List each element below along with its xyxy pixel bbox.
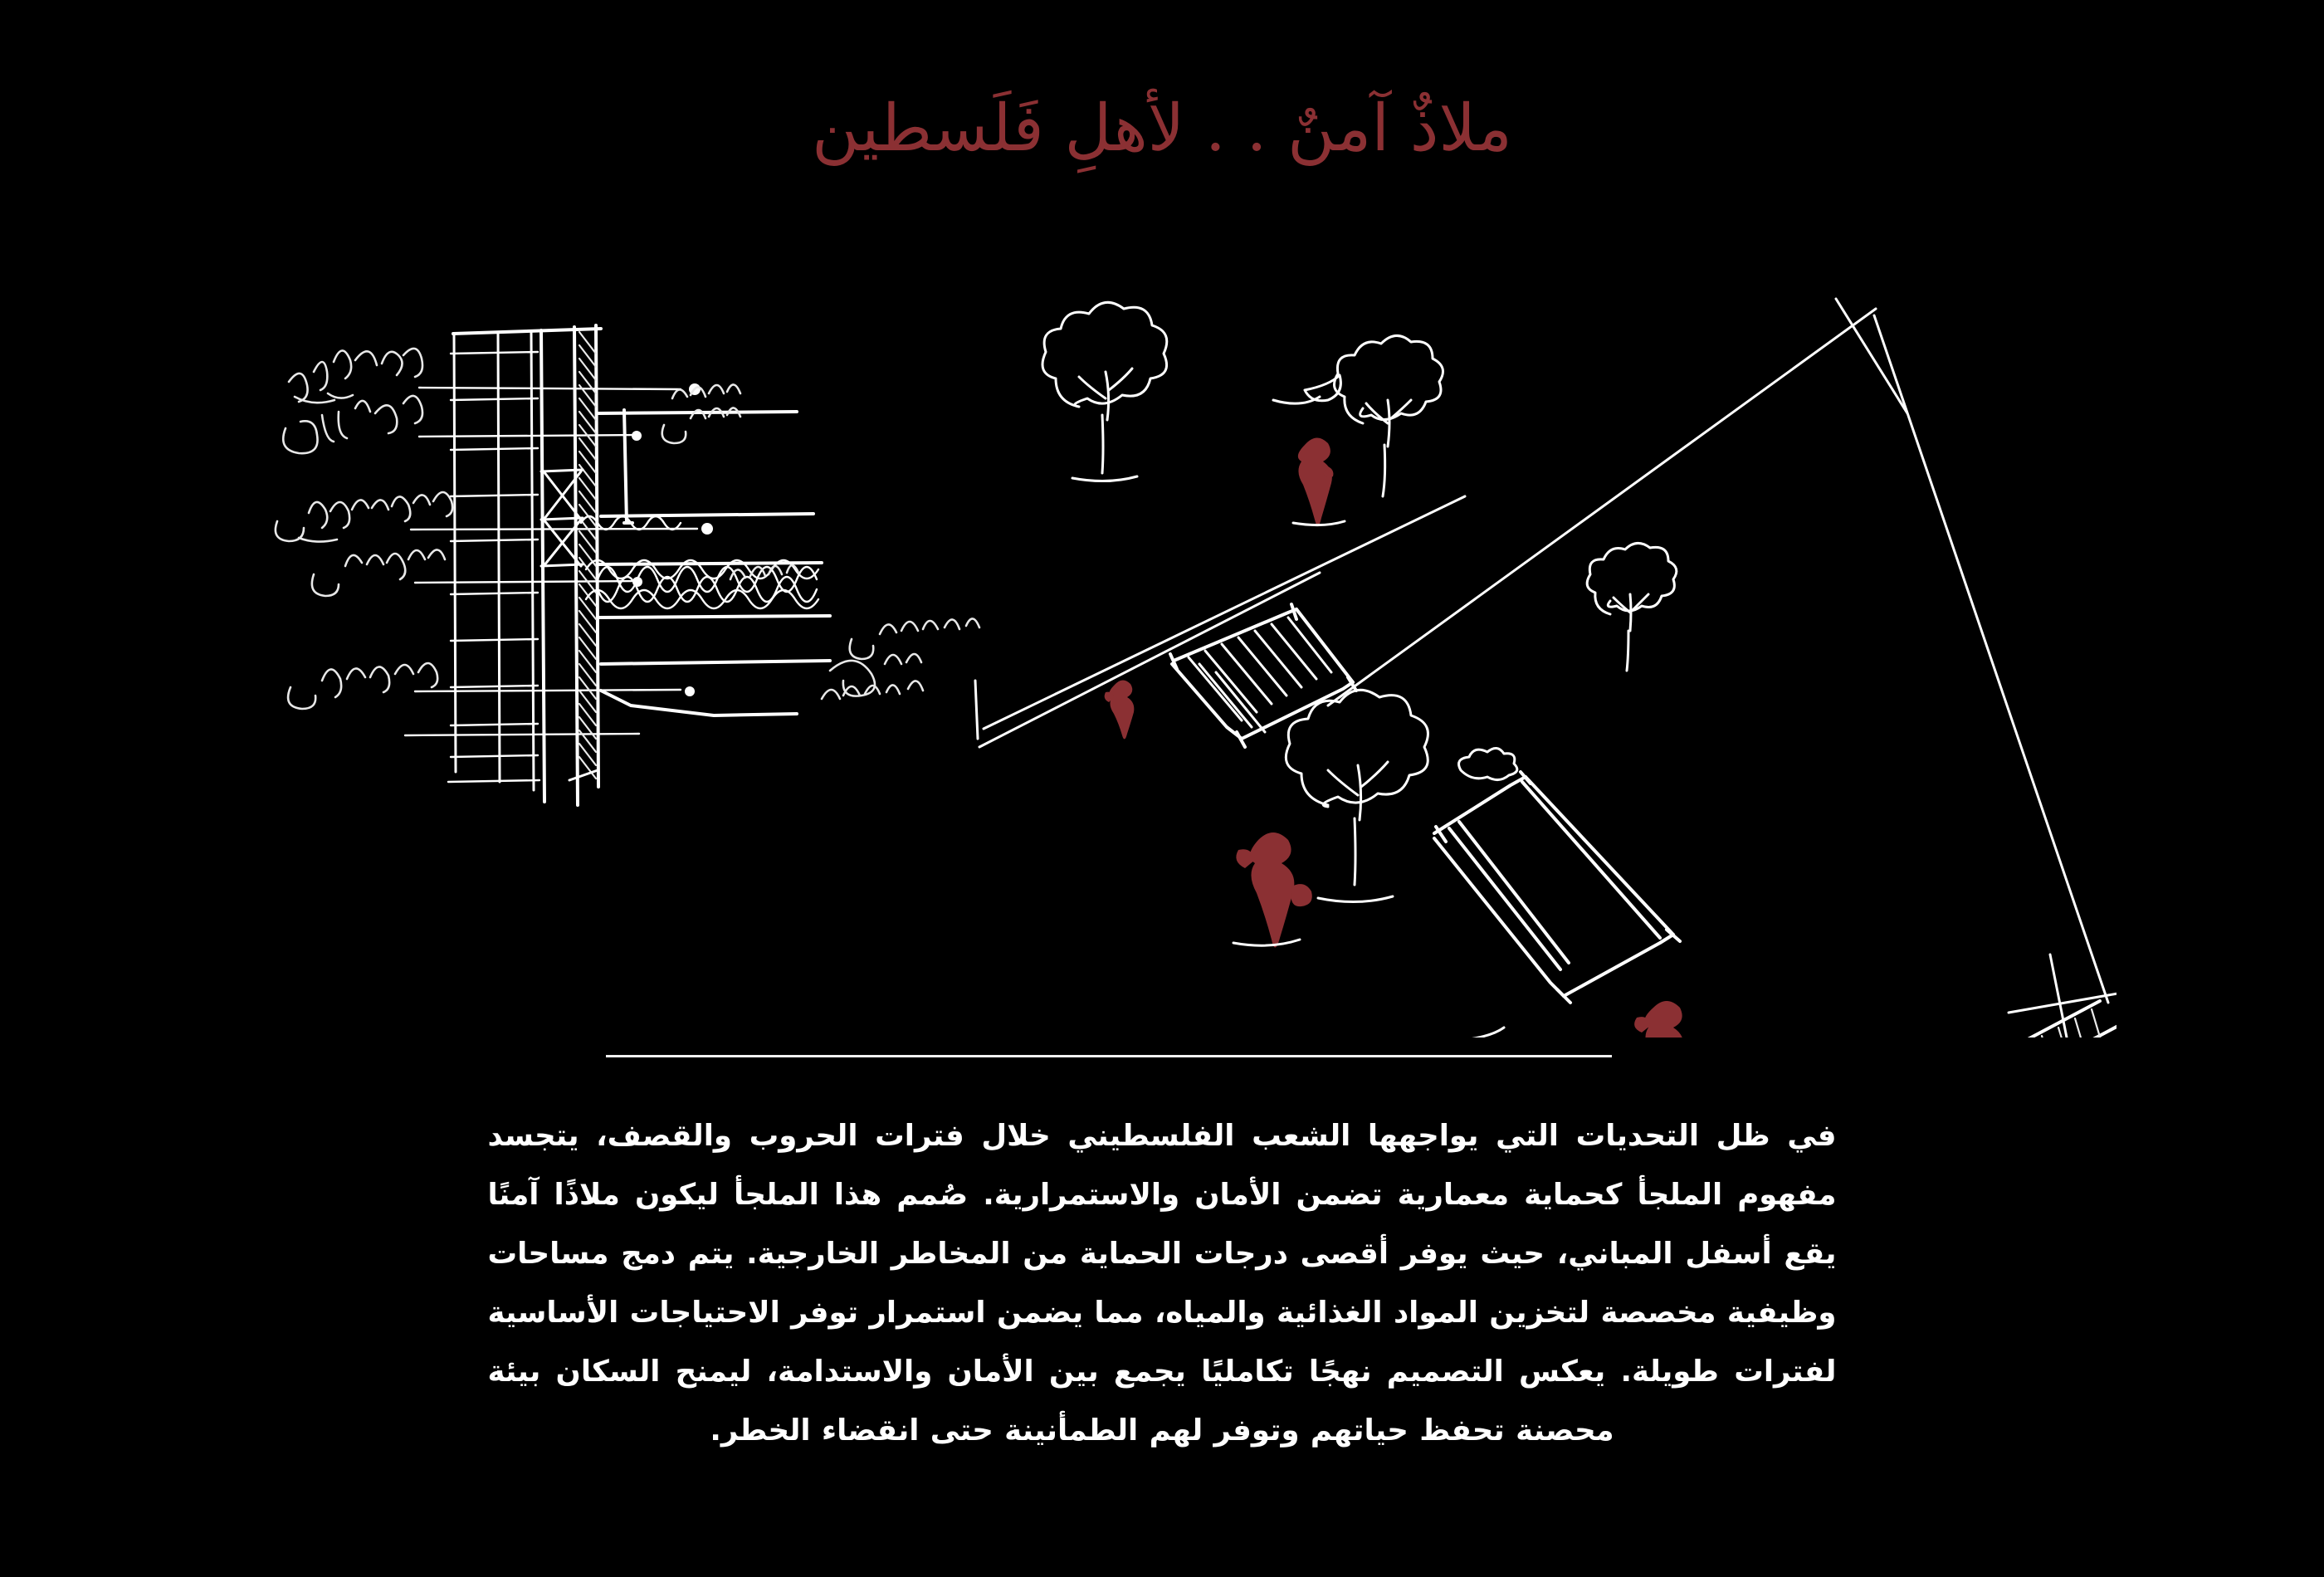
figure-red xyxy=(1293,437,1345,525)
perspective-view xyxy=(975,299,2116,1038)
wall-body xyxy=(453,325,601,805)
figure-red xyxy=(1105,680,1135,739)
title-text: ملاذٌ آمنٌ . . لأهلِ فَلَسطين xyxy=(812,91,1512,166)
leader-lines xyxy=(405,383,713,735)
footing-slab xyxy=(569,410,830,780)
insulation-hatch xyxy=(579,332,596,779)
tree-icon xyxy=(1286,690,1428,901)
hatched-fence xyxy=(1718,954,2116,1038)
shrub-icon xyxy=(1459,748,1517,779)
poster-title xyxy=(0,91,2324,166)
tree-icon xyxy=(1587,543,1677,671)
sketch-canvas xyxy=(249,274,2116,1038)
figure-red xyxy=(1630,1001,1690,1038)
stair-ramp-lower xyxy=(1434,772,1680,1003)
section-scale-bars xyxy=(448,332,540,790)
description-block xyxy=(488,1106,1837,1460)
section-divider xyxy=(606,1055,1612,1057)
architectural-sketch xyxy=(249,274,2116,1038)
tree-icon xyxy=(1042,302,1167,481)
tree-icon xyxy=(1335,335,1443,496)
description-paragraph: في ظل التحديات التي يواجهها الشعب الفلسطيني خلال فترات الحروب والقصف، يتجسد مفهوم الملجأ كحماية معمارية تضمن الأمان والاستمرارية. صُمم هذا الملجأ ليكون ملاذًا آمنًا يقع أسفل المباني، حيث يوفر أقصى درجات الحماية من المخاطر الخارجية. يتم دمج مساحات وظيفية مخصصة لتخزين المواد الغذائية والمياه، مما يضمن استمرار توفر الاحتياجات الأساسية لفترات طويلة. يعكس التصميم نهجًا تكامليًا يجمع بين الأمان والاستدامة، ليمنح السكان بيئة محصنة تحفظ حياتهم وتوفر لهم الطمأنينة حتى انقضاء الخطر. xyxy=(487,1119,1837,1448)
handwritten-annotations-center xyxy=(662,384,979,699)
wall-section-detail xyxy=(276,325,979,805)
figure-red xyxy=(1233,832,1312,948)
